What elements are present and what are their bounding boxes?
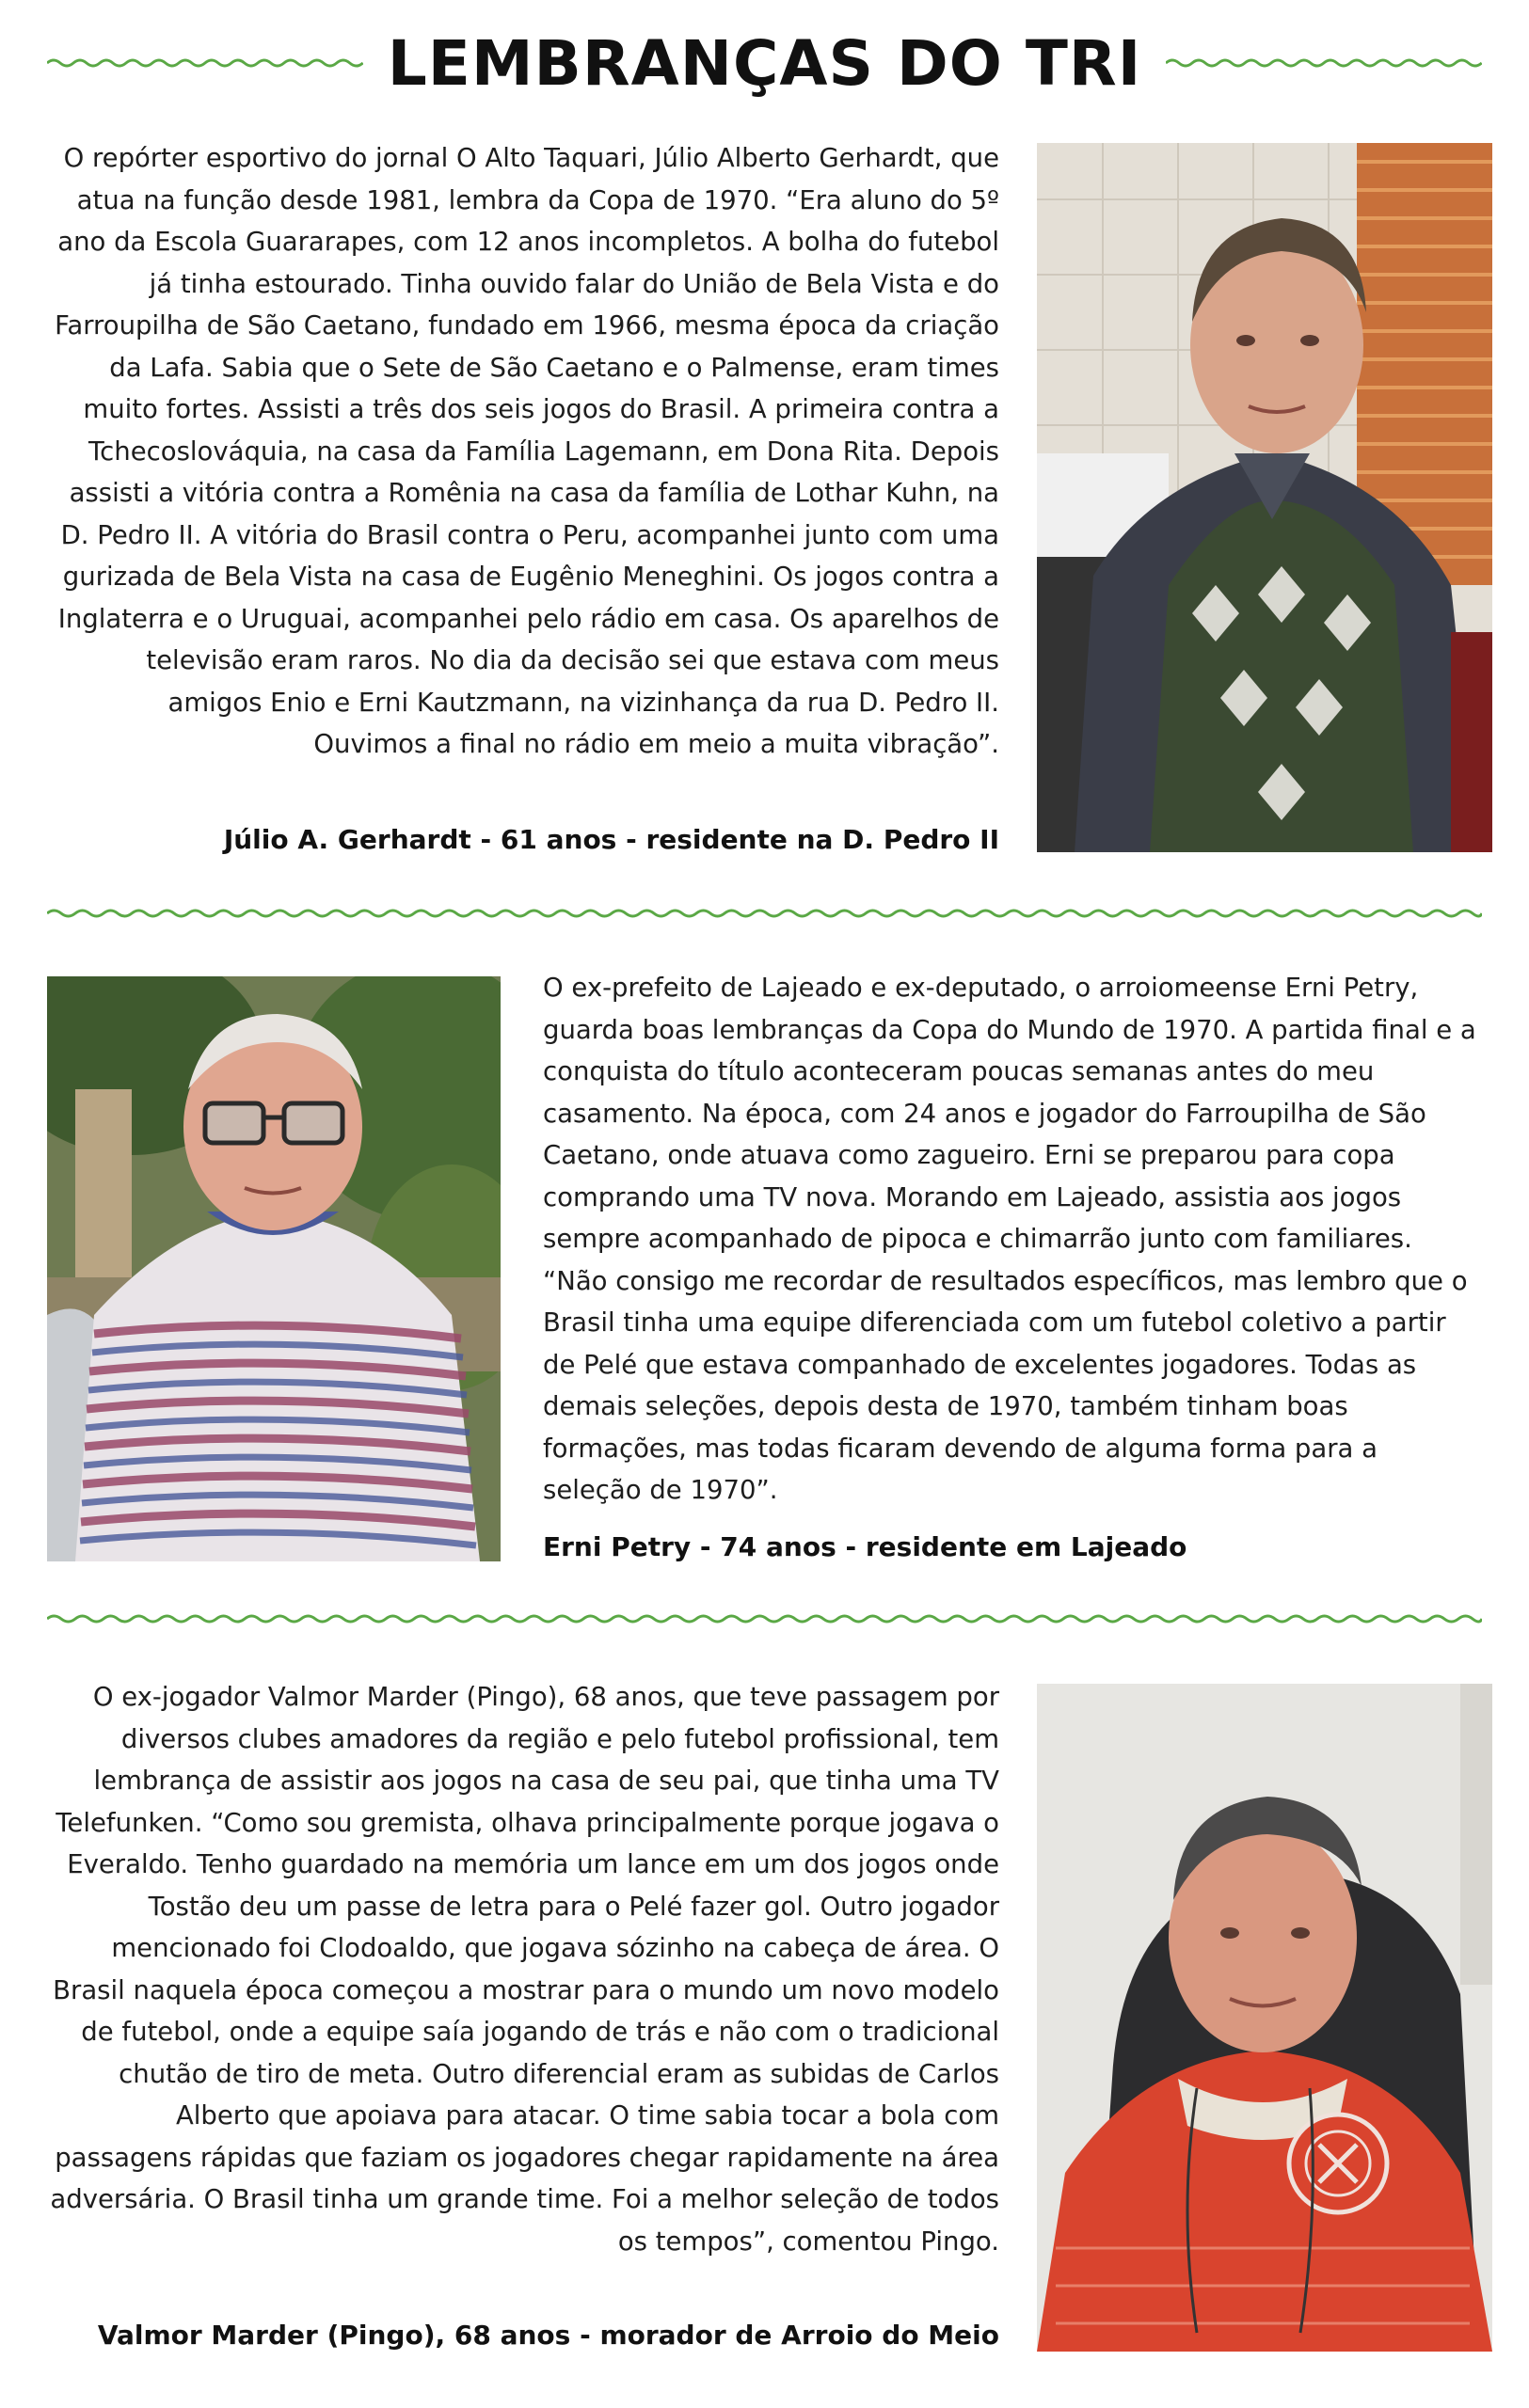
photo-erni-petry xyxy=(47,976,501,1561)
story-2-signature: Erni Petry - 74 anos - residente em Lajeado xyxy=(543,1531,1187,1562)
story-3-signature: Valmor Marder (Pingo), 68 anos - morador de Arroio do Meio xyxy=(97,2320,999,2351)
wave-divider-right xyxy=(1166,55,1482,71)
story-3-text: O ex-jogador Valmor Marder (Pingo), 68 anos, que teve passagem por diversos clubes amadores da região e pelo futebol profissional, tem lembrança de assistir aos jogos na casa de seu pai, que tinha uma TV Telefunken. “Como sou gremista, olhava principalmente porque jogava o Everaldo. Tenho guardado na memória um lance em um dos jogos onde Tostão deu um passe de letra para o Pelé fazer gol. Outro jogador mencionado foi Clodoaldo, que jogava sózinho na cabeça de área. O Brasil naquela época começou a mostrar para o mundo um novo modelo de futebol, onde a equipe saía jogando de trás e não com o tradicional chutão de tiro de meta. Outro diferencial eram as subidas de Carlos Alberto que apoiava para atacar. O time sabia tocar a bola com passagens rápidas que faziam os jogadores chegar rapidamente na área adversária. O Brasil tinha um grande time. Foi a melhor seleção de todos os tempos”, comentou Pingo. xyxy=(50,1682,999,2257)
wave-divider xyxy=(47,906,1482,921)
story-1-signature: Júlio A. Gerhardt - 61 anos - residente na D. Pedro II xyxy=(223,824,999,855)
page-title: LEMBRANÇAS DO TRI xyxy=(387,26,1142,100)
title-row xyxy=(47,21,1482,105)
photo-julio-gerhardt xyxy=(1037,143,1492,852)
wave-divider xyxy=(47,1611,1482,1626)
story-1-text: O repórter esportivo do jornal O Alto Taquari, Júlio Alberto Gerhardt, que atua na função desde 1981, lembra da Copa de 1970. “Era aluno do 5º ano da Escola Guararapes, com 12 anos incompletos. A bolha do futebol já tinha estourado. Tinha ouvido falar do União de Bela Vista e do Farroupilha de São Caetano, fundado em 1966, mesma época da criação da Lafa. Sabia que o Sete de São Caetano e o Palmense, eram times muito fortes. Assisti a três dos seis jogos do Brasil. A primeira contra a Tchecoslováquia, na casa da Família Lagemann, em Dona Rita. Depois assisti a vitória contra a Romênia na casa da família de Lothar Kuhn, na D. Pedro II. A vitória do Brasil contra o Peru, acompanhei junto com uma gurizada de Bela Vista na casa de Eugênio Meneghini. Os jogos contra a Inglaterra e o Uruguai, acompanhei pelo rádio em casa. Os aparelhos de televisão eram raros. No dia da decisão sei que estava com meus amigos Enio e Erni Kautzmann, na vizinhança da rua D. Pedro II. Ouvimos a final no rádio em meio a muita vibração”. xyxy=(55,143,999,759)
story-2-text: O ex-prefeito de Lajeado e ex-deputado, o arroiomeense Erni Petry, guarda boas lembranças da Copa do Mundo de 1970. A partida final e a conquista do título aconteceram poucas semanas antes do meu casamento. Na época, com 24 anos e jogador do Farroupilha de São Caetano, onde atuava como zagueiro. Erni se preparou para copa comprando uma TV nova. Morando em Lajeado, assistia aos jogos sempre acompanhado de pipoca e chimarrão junto com familiares. “Não consigo me recordar de resultados específicos, mas lembro que o Brasil tinha uma equipe diferenciada com um futebol coletivo a partir de Pelé que estava companhado de excelentes jogadores. Todas as demais seleções, depois desta de 1970, também tinham boas formações, mas todas ficaram devendo de alguma forma para a seleção de 1970”. xyxy=(543,973,1476,1505)
photo-valmor-marder xyxy=(1037,1684,1492,2352)
wave-divider-left xyxy=(47,55,363,71)
